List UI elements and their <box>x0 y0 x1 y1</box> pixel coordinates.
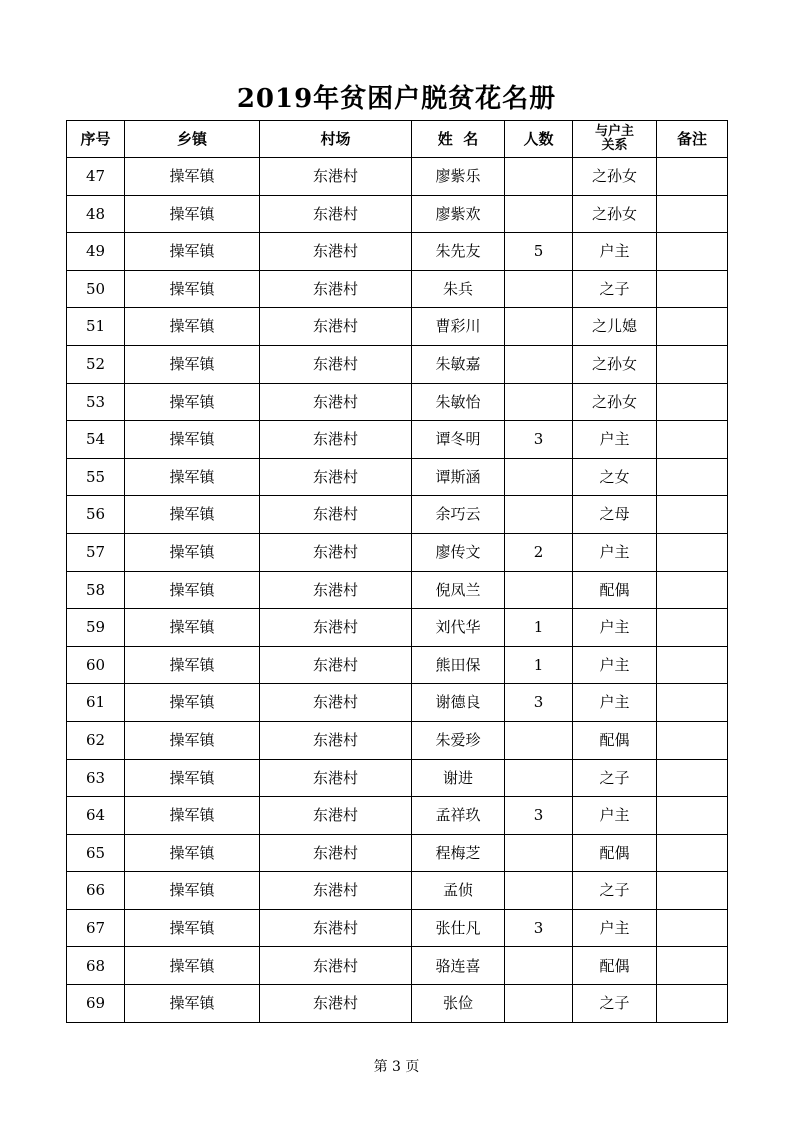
cell-remark <box>657 759 728 797</box>
table-row <box>67 270 728 308</box>
cell-village: 东港村 <box>260 872 412 910</box>
cell-seq: 59 <box>67 609 125 647</box>
cell-village: 东港村 <box>260 684 412 722</box>
table-row <box>67 759 728 797</box>
cell-name: 谢进 <box>412 759 505 797</box>
table-row <box>67 308 728 346</box>
cell-seq: 62 <box>67 721 125 759</box>
cell-name: 廖紫乐 <box>412 158 505 196</box>
cell-remark <box>657 797 728 835</box>
cell-relation: 户主 <box>573 684 657 722</box>
cell-relation: 户主 <box>573 909 657 947</box>
cell-town: 操军镇 <box>125 533 260 571</box>
cell-name: 刘代华 <box>412 609 505 647</box>
cell-remark <box>657 158 728 196</box>
cell-town: 操军镇 <box>125 195 260 233</box>
table-row <box>67 985 728 1023</box>
cell-village: 东港村 <box>260 308 412 346</box>
cell-name: 曹彩川 <box>412 308 505 346</box>
cell-town: 操军镇 <box>125 308 260 346</box>
cell-relation: 配偶 <box>573 721 657 759</box>
cell-relation: 户主 <box>573 646 657 684</box>
cell-seq: 51 <box>67 308 125 346</box>
cell-village: 东港村 <box>260 721 412 759</box>
cell-name: 朱先友 <box>412 233 505 271</box>
cell-relation: 之子 <box>573 759 657 797</box>
cell-seq: 60 <box>67 646 125 684</box>
table-row <box>67 684 728 722</box>
table-row <box>67 345 728 383</box>
cell-village: 东港村 <box>260 233 412 271</box>
cell-town: 操军镇 <box>125 646 260 684</box>
cell-seq: 67 <box>67 909 125 947</box>
header-name: 姓 名 <box>412 121 505 158</box>
cell-seq: 54 <box>67 421 125 459</box>
cell-town: 操军镇 <box>125 233 260 271</box>
cell-seq: 56 <box>67 496 125 534</box>
cell-village: 东港村 <box>260 345 412 383</box>
cell-relation: 之孙女 <box>573 158 657 196</box>
cell-relation: 之女 <box>573 458 657 496</box>
cell-town: 操军镇 <box>125 872 260 910</box>
cell-town: 操军镇 <box>125 834 260 872</box>
cell-count <box>505 270 573 308</box>
table-row <box>67 721 728 759</box>
cell-count: 3 <box>505 684 573 722</box>
cell-village: 东港村 <box>260 909 412 947</box>
cell-count: 3 <box>505 421 573 459</box>
cell-remark <box>657 233 728 271</box>
cell-town: 操军镇 <box>125 909 260 947</box>
cell-remark <box>657 308 728 346</box>
table-row <box>67 947 728 985</box>
cell-name: 朱敏嘉 <box>412 345 505 383</box>
cell-town: 操军镇 <box>125 947 260 985</box>
table-row <box>67 496 728 534</box>
table-row <box>67 195 728 233</box>
cell-village: 东港村 <box>260 195 412 233</box>
cell-count <box>505 195 573 233</box>
document-title: 2019年贫困户脱贫花名册 <box>236 84 557 114</box>
cell-name: 孟祥玖 <box>412 797 505 835</box>
cell-town: 操军镇 <box>125 609 260 647</box>
cell-village: 东港村 <box>260 797 412 835</box>
cell-village: 东港村 <box>260 646 412 684</box>
cell-name: 孟侦 <box>412 872 505 910</box>
cell-remark <box>657 909 728 947</box>
cell-town: 操军镇 <box>125 759 260 797</box>
header-row <box>67 121 728 158</box>
cell-seq: 64 <box>67 797 125 835</box>
cell-name: 程梅芝 <box>412 834 505 872</box>
cell-name: 骆连喜 <box>412 947 505 985</box>
cell-count <box>505 947 573 985</box>
cell-remark <box>657 195 728 233</box>
cell-name: 倪凤兰 <box>412 571 505 609</box>
cell-village: 东港村 <box>260 496 412 534</box>
header-count: 人数 <box>505 121 573 158</box>
cell-seq: 61 <box>67 684 125 722</box>
header-village: 村场 <box>260 121 412 158</box>
cell-count <box>505 985 573 1023</box>
cell-seq: 57 <box>67 533 125 571</box>
cell-name: 谢德良 <box>412 684 505 722</box>
cell-remark <box>657 270 728 308</box>
cell-count: 1 <box>505 646 573 684</box>
cell-village: 东港村 <box>260 759 412 797</box>
cell-seq: 65 <box>67 834 125 872</box>
cell-count <box>505 345 573 383</box>
cell-count: 3 <box>505 797 573 835</box>
cell-count <box>505 834 573 872</box>
cell-seq: 48 <box>67 195 125 233</box>
header-town: 乡镇 <box>125 121 260 158</box>
cell-seq: 69 <box>67 985 125 1023</box>
cell-seq: 63 <box>67 759 125 797</box>
cell-seq: 66 <box>67 872 125 910</box>
cell-relation: 之孙女 <box>573 195 657 233</box>
cell-relation: 之孙女 <box>573 345 657 383</box>
cell-remark <box>657 345 728 383</box>
table-row <box>67 233 728 271</box>
cell-remark <box>657 496 728 534</box>
table-row <box>67 646 728 684</box>
cell-remark <box>657 721 728 759</box>
cell-village: 东港村 <box>260 834 412 872</box>
cell-village: 东港村 <box>260 270 412 308</box>
cell-relation: 之孙女 <box>573 383 657 421</box>
cell-count <box>505 308 573 346</box>
cell-seq: 49 <box>67 233 125 271</box>
cell-relation: 配偶 <box>573 834 657 872</box>
cell-name: 朱爱珍 <box>412 721 505 759</box>
cell-count <box>505 496 573 534</box>
cell-seq: 47 <box>67 158 125 196</box>
cell-town: 操军镇 <box>125 985 260 1023</box>
cell-town: 操军镇 <box>125 458 260 496</box>
cell-village: 东港村 <box>260 383 412 421</box>
cell-relation: 户主 <box>573 233 657 271</box>
header-seq: 序号 <box>67 121 125 158</box>
page-footer: 第 3 页 <box>373 1059 420 1075</box>
cell-village: 东港村 <box>260 158 412 196</box>
cell-seq: 50 <box>67 270 125 308</box>
cell-count: 1 <box>505 609 573 647</box>
table-row <box>67 571 728 609</box>
cell-remark <box>657 684 728 722</box>
cell-relation: 户主 <box>573 797 657 835</box>
cell-town: 操军镇 <box>125 571 260 609</box>
cell-count: 2 <box>505 533 573 571</box>
cell-town: 操军镇 <box>125 496 260 534</box>
cell-count <box>505 571 573 609</box>
cell-remark <box>657 533 728 571</box>
table-row <box>67 458 728 496</box>
cell-name: 熊田保 <box>412 646 505 684</box>
cell-seq: 53 <box>67 383 125 421</box>
cell-relation: 户主 <box>573 421 657 459</box>
cell-name: 谭冬明 <box>412 421 505 459</box>
header-relation-line2: 关系 <box>601 138 628 153</box>
table-row <box>67 834 728 872</box>
table-row <box>67 383 728 421</box>
cell-village: 东港村 <box>260 533 412 571</box>
cell-town: 操军镇 <box>125 421 260 459</box>
cell-relation: 户主 <box>573 533 657 571</box>
cell-village: 东港村 <box>260 458 412 496</box>
cell-name: 谭斯涵 <box>412 458 505 496</box>
cell-village: 东港村 <box>260 947 412 985</box>
cell-town: 操军镇 <box>125 684 260 722</box>
cell-remark <box>657 985 728 1023</box>
cell-seq: 55 <box>67 458 125 496</box>
cell-seq: 58 <box>67 571 125 609</box>
cell-count <box>505 759 573 797</box>
table-row <box>67 533 728 571</box>
cell-name: 朱兵 <box>412 270 505 308</box>
header-relation-line1: 与户主 <box>594 124 634 139</box>
cell-count <box>505 383 573 421</box>
cell-name: 余巧云 <box>412 496 505 534</box>
cell-relation: 之儿媳 <box>573 308 657 346</box>
table-row <box>67 797 728 835</box>
cell-count <box>505 872 573 910</box>
table-row <box>67 609 728 647</box>
cell-town: 操军镇 <box>125 345 260 383</box>
cell-relation: 之子 <box>573 985 657 1023</box>
cell-town: 操军镇 <box>125 270 260 308</box>
table-row <box>67 421 728 459</box>
cell-name: 张俭 <box>412 985 505 1023</box>
cell-relation: 之母 <box>573 496 657 534</box>
cell-town: 操军镇 <box>125 383 260 421</box>
cell-seq: 52 <box>67 345 125 383</box>
cell-village: 东港村 <box>260 985 412 1023</box>
cell-remark <box>657 458 728 496</box>
cell-count <box>505 721 573 759</box>
header-remark: 备注 <box>657 121 728 158</box>
cell-relation: 配偶 <box>573 947 657 985</box>
cell-count <box>505 158 573 196</box>
cell-relation: 配偶 <box>573 571 657 609</box>
cell-count <box>505 458 573 496</box>
cell-remark <box>657 571 728 609</box>
cell-name: 张仕凡 <box>412 909 505 947</box>
cell-remark <box>657 872 728 910</box>
cell-remark <box>657 383 728 421</box>
cell-town: 操军镇 <box>125 158 260 196</box>
cell-remark <box>657 947 728 985</box>
cell-remark <box>657 646 728 684</box>
cell-name: 廖传文 <box>412 533 505 571</box>
cell-name: 朱敏怡 <box>412 383 505 421</box>
cell-remark <box>657 609 728 647</box>
cell-village: 东港村 <box>260 571 412 609</box>
table-row <box>67 872 728 910</box>
cell-count: 3 <box>505 909 573 947</box>
table-row <box>67 909 728 947</box>
cell-village: 东港村 <box>260 421 412 459</box>
cell-name: 廖紫欢 <box>412 195 505 233</box>
cell-relation: 户主 <box>573 609 657 647</box>
cell-count: 5 <box>505 233 573 271</box>
cell-town: 操军镇 <box>125 721 260 759</box>
cell-seq: 68 <box>67 947 125 985</box>
header-relation <box>573 121 657 158</box>
cell-remark <box>657 834 728 872</box>
cell-relation: 之子 <box>573 872 657 910</box>
cell-village: 东港村 <box>260 609 412 647</box>
cell-relation: 之子 <box>573 270 657 308</box>
cell-town: 操军镇 <box>125 797 260 835</box>
table-row <box>67 158 728 196</box>
cell-remark <box>657 421 728 459</box>
roster-table <box>66 120 728 1023</box>
